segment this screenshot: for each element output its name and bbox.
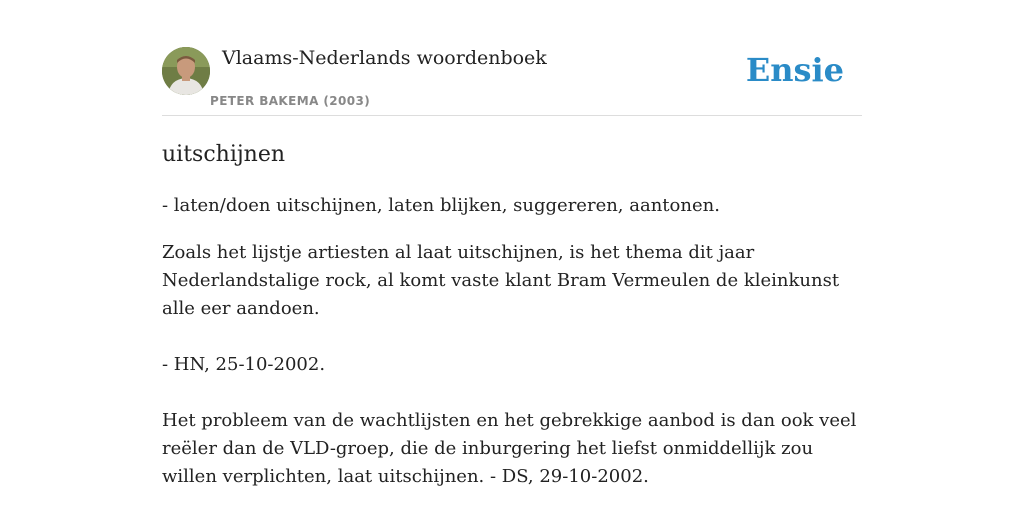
example-source: - HN, 25-10-2002. xyxy=(162,354,326,375)
author-avatar[interactable] xyxy=(162,47,210,95)
entry-examples xyxy=(162,239,862,491)
example-paragraph: Zoals het lijstje artiesten al laat uitschijnen, is het thema dit jaar Nederlandstalige rock, al komt vaste klant Bram Vermeulen de kleinkunst alle eer aandoen. xyxy=(162,242,840,319)
author-portrait-icon xyxy=(162,47,210,95)
example-paragraph: Het probleem van de wachtlijsten en het gebrekkige aanbod is dan ook veel reëler dan de VLD-groep, die de inburgering het liefst onmiddellijk zou willen verplichten, laat uitschijnen. - DS, 29-10-2002. xyxy=(162,410,857,487)
entry-definition: - laten/doen uitschijnen, laten blijken, suggereren, aantonen. xyxy=(162,195,720,216)
dictionary-title[interactable]: Vlaams-Nederlands woordenboek xyxy=(222,47,547,69)
entry-card xyxy=(162,0,862,512)
ensie-logo[interactable]: Ensie xyxy=(745,51,844,89)
author-name[interactable]: PETER BAKEMA (2003) xyxy=(210,94,371,108)
entry-term: uitschijnen xyxy=(162,142,286,167)
entry-header xyxy=(162,0,862,116)
